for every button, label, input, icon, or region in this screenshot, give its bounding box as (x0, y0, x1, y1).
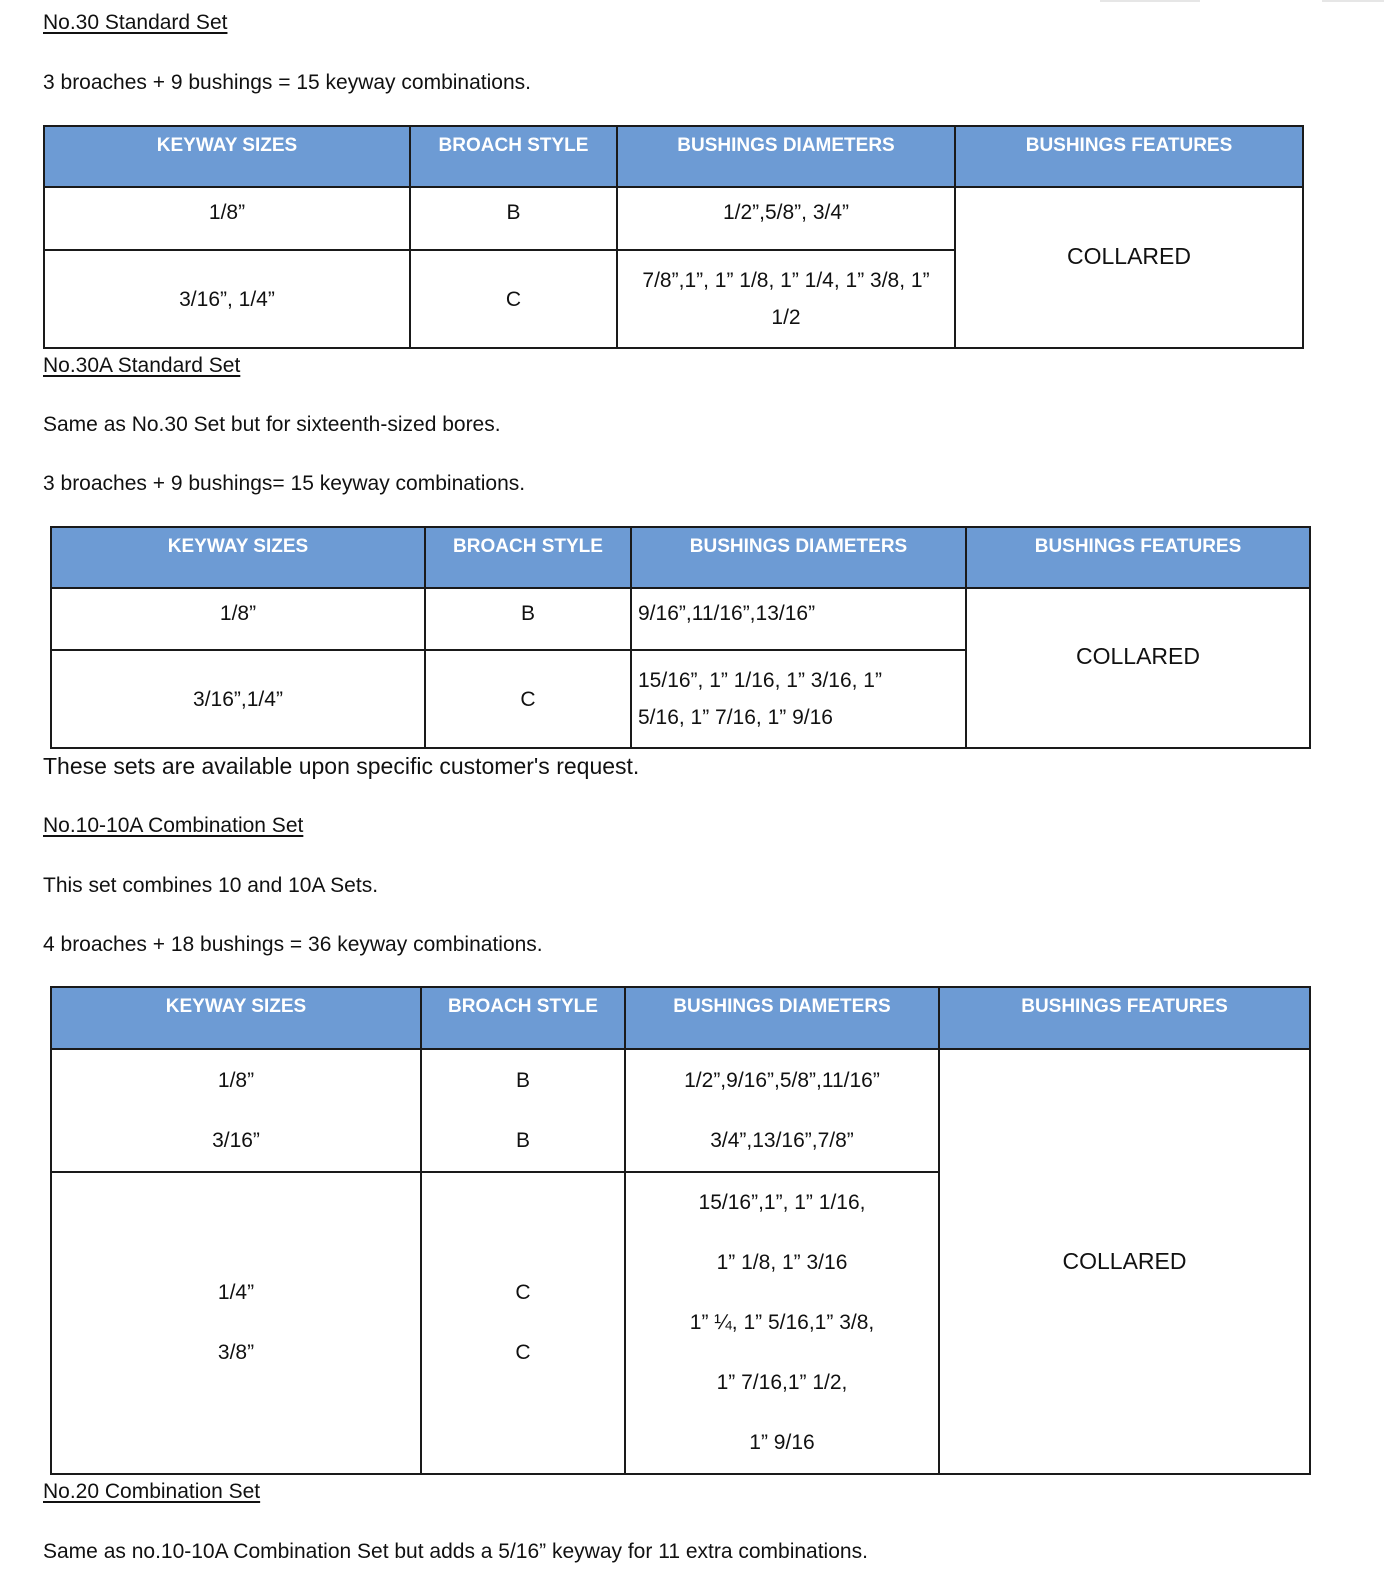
table-row (51, 588, 1310, 650)
header-broach-style: BROACH STYLE (421, 987, 625, 1049)
diameters-line: 7/8”,1”, 1” 1/8, 1” 1/4, 1” 3/8, 1” (642, 269, 930, 292)
broach-cell: C (425, 650, 631, 748)
keyway-line: 3/8” (217, 1341, 255, 1364)
section-title-no20[interactable]: No.20 Combination Set (43, 1480, 261, 1503)
keyway-cell: 1/8” (44, 187, 410, 250)
table-header-row (51, 987, 1310, 1049)
broach-cell: C (410, 250, 617, 348)
header-bushings-features: BUSHINGS FEATURES (955, 126, 1303, 187)
diameters-line: 1” ¼, 1” 5/16,1” 3/8, (689, 1311, 875, 1334)
diameters-line: 1” 7/16,1” 1/2, (716, 1371, 848, 1394)
section-line: Same as no.10-10A Combination Set but adds a 5/16” keyway for 11 extra combinations. (43, 1540, 868, 1563)
spec-table-no10-10a (50, 986, 1311, 1475)
header-bushings-diameters: BUSHINGS DIAMETERS (617, 126, 955, 187)
spec-table-no30 (43, 125, 1304, 349)
diameters-cell (617, 250, 955, 348)
table-row (51, 1049, 1310, 1172)
section-line: Same as No.30 Set but for sixteenth-sized bores. (43, 413, 501, 436)
broach-cell (421, 1172, 625, 1474)
diameters-line: 5/16, 1” 7/16, 1” 9/16 (638, 706, 833, 729)
diameters-cell: 9/16”,11/16”,13/16” (631, 588, 966, 650)
header-bushings-features: BUSHINGS FEATURES (966, 527, 1310, 588)
keyway-cell: 3/16”,1/4” (51, 650, 425, 748)
diameters-line: 1” 9/16 (749, 1431, 815, 1454)
top-edge-mark (1322, 0, 1384, 2)
keyway-cell: 1/8” (51, 588, 425, 650)
diameters-line: 1/2”,9/16”,5/8”,11/16” (684, 1069, 880, 1092)
header-keyway-sizes: KEYWAY SIZES (44, 126, 410, 187)
features-cell: COLLARED (939, 1049, 1310, 1474)
header-keyway-sizes: KEYWAY SIZES (51, 987, 421, 1049)
broach-cell (421, 1049, 625, 1172)
features-cell: COLLARED (955, 187, 1303, 348)
diameters-cell (625, 1172, 939, 1474)
diameters-line: 1/2 (771, 306, 801, 329)
section-line: 4 broaches + 18 bushings = 36 keyway combinations. (43, 933, 543, 956)
section-line: 3 broaches + 9 bushings= 15 keyway combinations. (43, 472, 526, 495)
diameters-line: 15/16”, 1” 1/16, 1” 3/16, 1” (638, 669, 882, 692)
broach-line: C (515, 1281, 531, 1304)
spec-table-no30a (50, 526, 1311, 749)
keyway-cell (51, 1049, 421, 1172)
header-bushings-diameters: BUSHINGS DIAMETERS (625, 987, 939, 1049)
diameters-line: 3/4”,13/16”,7/8” (710, 1129, 854, 1152)
broach-line: C (515, 1341, 531, 1364)
header-broach-style: BROACH STYLE (410, 126, 617, 187)
features-cell: COLLARED (966, 588, 1310, 748)
header-bushings-diameters: BUSHINGS DIAMETERS (631, 527, 966, 588)
diameters-line: 15/16”,1”, 1” 1/16, (698, 1191, 866, 1214)
header-broach-style: BROACH STYLE (425, 527, 631, 588)
broach-cell: B (410, 187, 617, 250)
diameters-line: 1” 1/8, 1” 3/16 (716, 1251, 848, 1274)
keyway-cell: 3/16”, 1/4” (44, 250, 410, 348)
table-header-row (51, 527, 1310, 588)
broach-line: B (515, 1069, 530, 1092)
broach-cell: B (425, 588, 631, 650)
table-header-row (44, 126, 1303, 187)
section-title-no30[interactable]: No.30 Standard Set (43, 11, 228, 34)
section-title-no30a[interactable]: No.30A Standard Set (43, 354, 241, 377)
keyway-line: 1/8” (217, 1069, 255, 1092)
section-title-no10-10a[interactable]: No.10-10A Combination Set (43, 814, 304, 837)
diameters-cell: 1/2”,5/8”, 3/4” (617, 187, 955, 250)
availability-note: These sets are available upon specific customer's request. (43, 753, 640, 779)
table-row (44, 187, 1303, 250)
keyway-cell (51, 1172, 421, 1474)
header-bushings-features: BUSHINGS FEATURES (939, 987, 1310, 1049)
broach-line: B (515, 1129, 530, 1152)
section-line: This set combines 10 and 10A Sets. (43, 874, 379, 897)
diameters-cell (625, 1049, 939, 1172)
diameters-cell (631, 650, 966, 748)
keyway-line: 3/16” (212, 1129, 260, 1152)
keyway-line: 1/4” (217, 1281, 255, 1304)
section-line: 3 broaches + 9 bushings = 15 keyway combinations. (43, 71, 531, 94)
top-edge-mark (1100, 0, 1200, 2)
header-keyway-sizes: KEYWAY SIZES (51, 527, 425, 588)
